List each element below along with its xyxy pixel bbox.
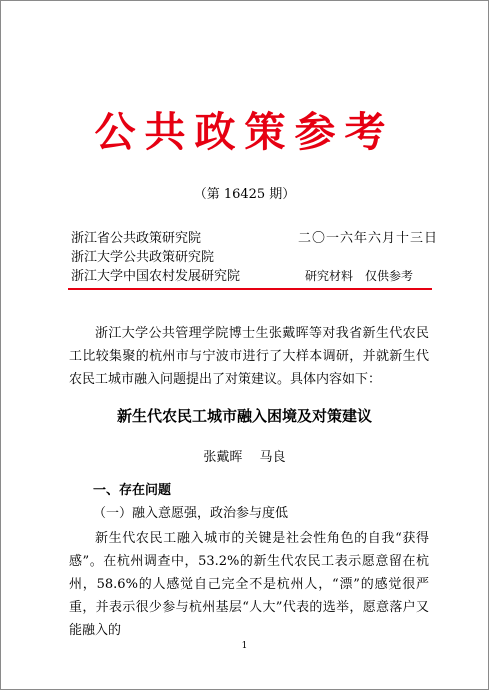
- header-divider: [68, 288, 432, 290]
- issue-number: （第 16425 期）: [193, 187, 296, 202]
- page-number: 1: [241, 641, 248, 651]
- publish-date: 二〇一六年六月十三日: [298, 231, 439, 246]
- article-title: 新生代农民工城市融入困境及对策建议: [116, 407, 372, 425]
- usage-note: 研究材料 仅供参考: [305, 269, 414, 283]
- intro-paragraph: 浙江大学公共管理学院博士生张戴晖等对我省新生代农民工比较集聚的杭州市与宁波市进行了大样本调研，并就新生代农民工城市融入问题提出了对策建议。具体内容如下：: [69, 326, 429, 387]
- publisher-list: [71, 229, 240, 286]
- subsection-heading: （一）融入意愿强，政治参与度低: [93, 506, 289, 521]
- publisher-name: 浙江省公共政策研究院: [71, 231, 202, 246]
- body-paragraph: 新生代农民工融入城市的关键是社会性角色的自我“获得感”。在杭州调查中，53.2%的新生代农民工表示愿意留在杭州，58.6%的人感觉自己完全不是杭州人，“漂”的感觉很严重，并表示很少参与杭州基层“人大”代表的选举，愿意落户又能融入的: [69, 531, 429, 638]
- body-block: [69, 527, 429, 642]
- section-heading: 一、存在问题: [93, 483, 172, 498]
- article-authors: 张戴晖 马良: [203, 450, 286, 465]
- publisher-name: 浙江大学公共政策研究院: [71, 250, 215, 265]
- masthead-title: 公共政策参考: [94, 108, 395, 156]
- intro-block: [69, 322, 429, 391]
- publisher-name: 浙江大学中国农村发展研究院: [71, 269, 241, 284]
